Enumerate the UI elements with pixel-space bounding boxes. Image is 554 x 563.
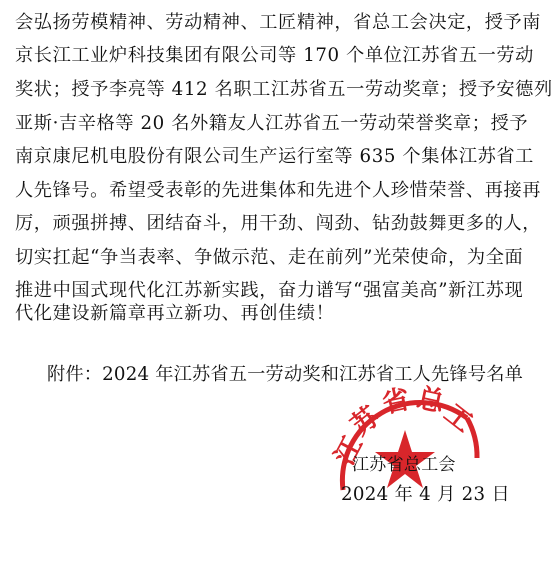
body-line-3: 奖状；授予李亮等 412 名职工江苏省五一劳动奖章；授予安德列 xyxy=(15,79,553,100)
body-line-9: 推进中国式现代化江苏新实践，奋力谱写“强富美高”新江苏现 xyxy=(15,280,524,301)
body-line-7: 厉，顽强拼搏、团结奋斗，用干劲、闯劲、钻劲鼓舞更多的人， xyxy=(15,213,542,234)
body-line-5: 南京康尼机电股份有限公司生产运行室等 635 个集体江苏省工 xyxy=(15,146,534,167)
body-line-1: 会弘扬劳模精神、劳动精神、工匠精神，省总工会决定，授予南 xyxy=(15,12,542,33)
svg-text:总: 总 xyxy=(414,382,447,419)
body-line-6: 人先锋号。希望受表彰的先进集体和先进个人珍惜荣誉、再接再 xyxy=(15,180,542,201)
body-line-4: 亚斯·吉辛格等 20 名外籍友人江苏省五一劳动荣誉奖章；授予 xyxy=(15,113,529,134)
svg-text:工: 工 xyxy=(438,397,479,439)
attachment-note: 附件：2024 年江苏省五一劳动奖和江苏省工人先锋号名单 xyxy=(47,364,523,385)
body-line-2: 京长江工业炉科技集团有限公司等 170 个单位江苏省五一劳动 xyxy=(15,45,534,66)
issue-date: 2024 年 4 月 23 日 xyxy=(341,484,510,505)
issuer-name: 江苏省总工会 xyxy=(352,455,456,475)
body-line-10: 代化建设新篇章再立新功、再创佳绩！ xyxy=(15,303,335,324)
svg-text:江: 江 xyxy=(329,431,370,471)
svg-text:省: 省 xyxy=(379,383,413,420)
body-line-8: 切实扛起“争当表率、争做示范、走在前列”光荣使命，为全面 xyxy=(15,247,524,268)
svg-text:苏: 苏 xyxy=(345,400,386,442)
